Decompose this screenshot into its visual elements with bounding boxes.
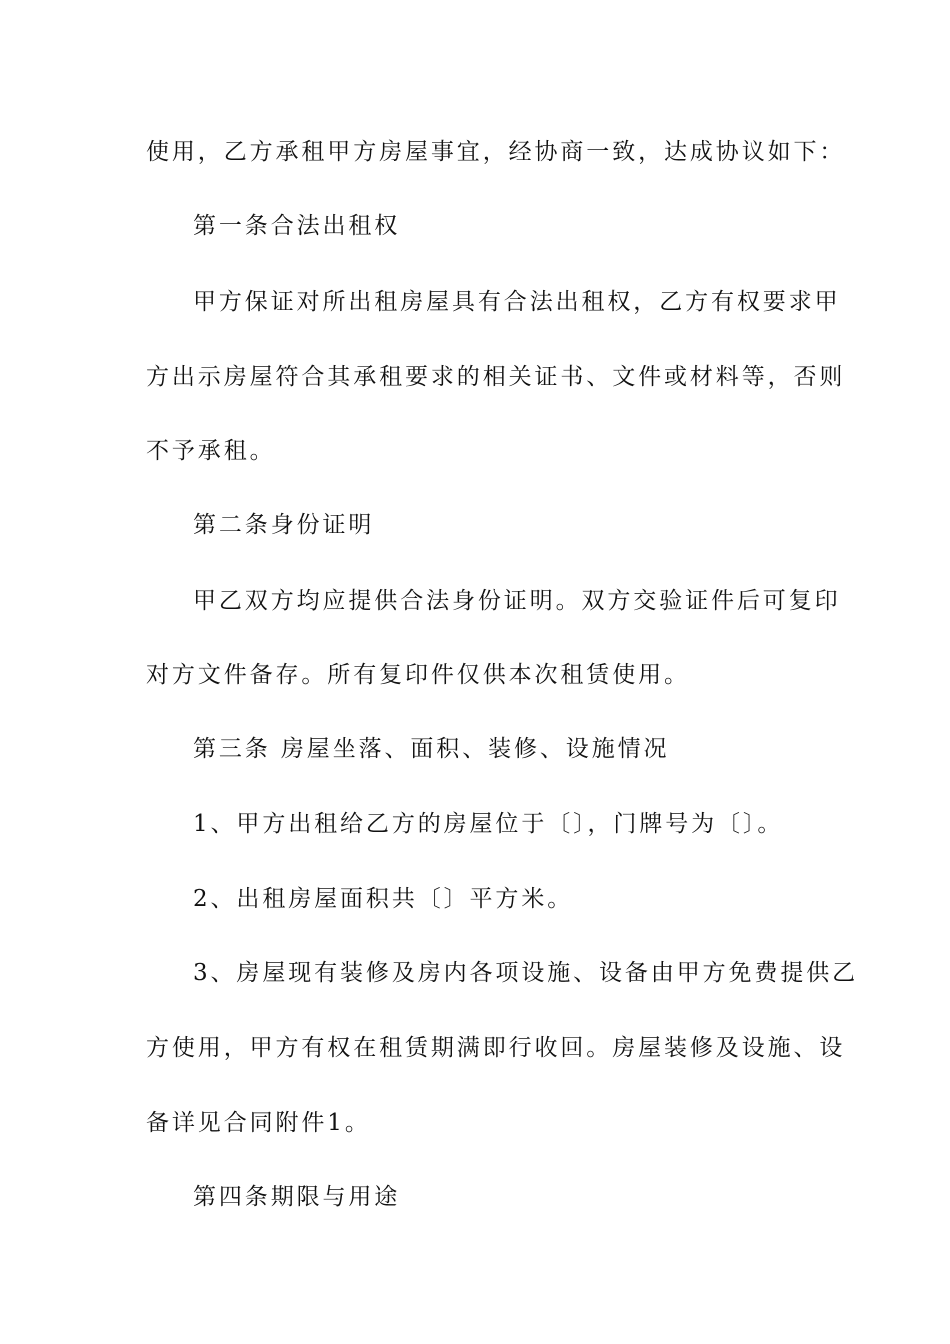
article-heading: 第二条身份证明 [193,512,375,538]
article-heading: 第一条合法出租权 [193,213,401,239]
article-heading: 第四条期限与用途 [193,1184,401,1210]
paragraph-line: 方使用，甲方有权在租赁期满即行收回。房屋装修及设施、设 [146,1035,846,1061]
list-item: 3、房屋现有装修及房内各项设施、设备由甲方免费提供乙 [193,960,859,986]
list-item: 2、出租房屋面积共〔〕平方米。 [193,886,574,912]
paragraph-line: 备详见合同附件1。 [146,1110,371,1136]
paragraph-line: 甲乙双方均应提供合法身份证明。双方交验证件后可复印 [193,588,841,614]
paragraph-line: 对方文件备存。所有复印件仅供本次租赁使用。 [146,662,690,688]
article-heading: 第三条 房屋坐落、面积、装修、设施情况 [193,736,670,762]
paragraph-line: 使用，乙方承租甲方房屋事宜，经协商一致，达成协议如下： [146,139,846,165]
paragraph-line: 不予承租。 [146,438,276,464]
paragraph-line: 甲方保证对所出租房屋具有合法出租权，乙方有权要求甲 [193,289,841,315]
list-item: 1、甲方出租给乙方的房屋位于〔〕，门牌号为〔〕。 [193,811,784,837]
paragraph-line: 方出示房屋符合其承租要求的相关证书、文件或材料等，否则 [146,364,846,390]
